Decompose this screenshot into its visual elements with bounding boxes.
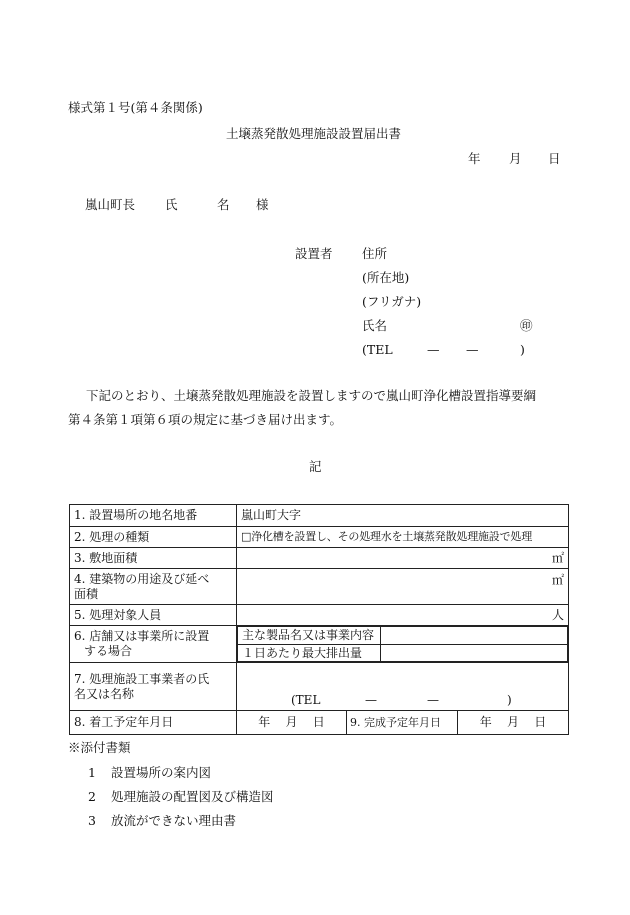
row8-day: 日 [312, 715, 325, 729]
row2-value: □浄化槽を設置し、その処理水を土壌蒸発散処理施設で処理 [237, 527, 569, 548]
row4-unit: ㎡ [237, 569, 569, 605]
applicant-location-label: (所在地) [362, 270, 410, 285]
attachment-2-text: 処理施設の配置図及び構造図 [111, 789, 274, 804]
table-row-treatment-type [70, 527, 569, 548]
table-row-contractor [70, 663, 569, 711]
row6-sub2-label: １日あたり最大排出量 [238, 645, 381, 662]
table-row-location [70, 505, 569, 527]
row6-label [70, 626, 237, 663]
row4-label-line-1: 4. 建築物の用途及び延べ [74, 571, 210, 586]
seal-mark: ㊞ [520, 318, 533, 333]
application-table [69, 504, 569, 735]
row5-unit: 人 [237, 605, 569, 626]
body-line-1: 下記のとおり、土壌蒸発散処理施設を設置しますので嵐山町浄化槽設置指導要綱 [86, 388, 537, 403]
table-row-building-use [70, 569, 569, 605]
date-month-label: 月 [509, 151, 522, 166]
applicant-tel-close: ) [520, 342, 525, 357]
table-row-site-area [70, 548, 569, 569]
attachment-3-text: 放流ができない理由書 [111, 813, 237, 828]
row8-label: 8. 着工予定年月日 [70, 711, 237, 735]
addressee-honorific: 様 [256, 197, 269, 212]
table-row-dates [70, 711, 569, 735]
addressee-name-2: 名 [217, 197, 230, 212]
body-line-2: 第４条第１項第６項の規定に基づき届け出ます。 [68, 412, 343, 427]
row4-label [70, 569, 237, 605]
attachment-1-num: 1 [88, 765, 96, 780]
row6-subtable [237, 626, 568, 662]
applicant-tel-dash-1: — [427, 342, 440, 357]
row6-label-line-1: 6. 店舗又は事業所に設置 [74, 629, 210, 643]
row3-label: 3. 敷地面積 [70, 548, 237, 569]
row7-label-line-2: 名又は名称 [74, 686, 135, 701]
table-row-business [70, 626, 569, 663]
row5-label: 5. 処理対象人員 [70, 605, 237, 626]
row6-sub1-label: 主な製品名又は事業内容 [238, 627, 381, 645]
attachments-title: ※添付書類 [68, 740, 131, 755]
row3-unit: ㎡ [237, 548, 569, 569]
date-day-label: 日 [548, 151, 561, 166]
row8-month: 月 [285, 715, 298, 729]
row2-label: 2. 処理の種類 [70, 527, 237, 548]
attachment-2-num: 2 [88, 789, 96, 804]
row9-date [458, 711, 569, 735]
row9-month: 月 [507, 715, 520, 729]
row6-sub1-value [381, 627, 568, 645]
applicant-tel-dash-2: — [466, 342, 479, 357]
row1-value: 嵐山町大字 [237, 505, 569, 527]
row8-date [237, 711, 347, 735]
row8-year: 年 [258, 715, 271, 729]
date-year-label: 年 [468, 151, 481, 166]
row9-day: 日 [534, 715, 547, 729]
ki-heading: 記 [309, 459, 322, 474]
attachment-1-text: 設置場所の案内図 [111, 765, 212, 780]
row7-tel-dash-2: — [427, 693, 439, 707]
applicant-address-label: 住所 [362, 246, 388, 261]
table-row-capacity [70, 605, 569, 626]
row1-label: 1. 設置場所の地名地番 [70, 505, 237, 527]
row6-sub2-value [381, 645, 568, 662]
row4-label-line-2: 面積 [74, 586, 99, 601]
attachment-3-num: 3 [88, 813, 96, 828]
row9-year: 年 [479, 715, 492, 729]
row6-label-line-2: する場合 [84, 644, 133, 658]
addressee-name-1: 氏 [165, 197, 178, 212]
row7-tel-dash-1: — [365, 693, 377, 707]
applicant-tel-open: (TEL [362, 342, 393, 357]
applicant-role: 設置者 [295, 246, 333, 261]
row7-tel-close: ) [507, 693, 512, 707]
row9-label: 9. 完成予定年月日 [347, 711, 458, 735]
form-id: 様式第１号(第４条関係) [68, 100, 203, 115]
form-title: 土壌蒸発散処理施設設置届出書 [226, 126, 402, 141]
row7-label [70, 663, 237, 711]
applicant-furigana-label: (フリガナ) [362, 294, 422, 309]
row7-label-line-1: 7. 処理施設工事業者の氏 [74, 671, 210, 686]
row6-subtable-cell [237, 626, 569, 663]
row7-tel-open: (TEL [291, 693, 321, 707]
applicant-name-label: 氏名 [362, 318, 388, 333]
addressee-office: 嵐山町長 [85, 197, 136, 212]
row7-value [237, 663, 569, 711]
